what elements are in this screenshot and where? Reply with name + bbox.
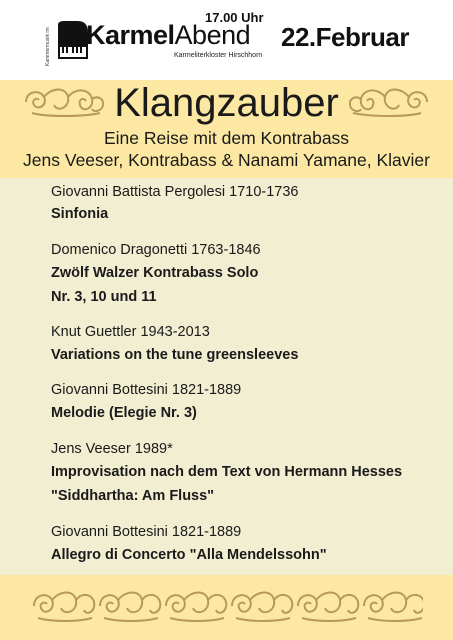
- grand-piano-icon: [56, 19, 90, 63]
- composer-6: Giovanni Bottesini 1821-1889: [51, 524, 242, 540]
- work-2-line-1: Zwölf Walzer Kontrabass Solo: [51, 265, 259, 281]
- event-date: 22.Februar: [281, 22, 409, 52]
- program-panel: [0, 178, 453, 575]
- concert-title: Klangzauber: [114, 81, 339, 125]
- work-5-line-2: "Siddhartha: Am Fluss": [51, 488, 215, 504]
- footer-ornament-icon: [30, 588, 423, 624]
- subtitle-line-2: Jens Veeser, Kontrabass & Nanami Yamane, Klavier: [23, 150, 430, 170]
- subtitle-line-1: Eine Reise mit dem Kontrabass: [103, 128, 350, 148]
- composer-1: Giovanni Battista Pergolesi 1710-1736: [51, 184, 299, 200]
- composer-4: Giovanni Bottesini 1821-1889: [51, 382, 242, 398]
- vertical-caption: Kammermusik im: [45, 27, 51, 66]
- work-4-line-1: Melodie (Elegie Nr. 3): [51, 405, 197, 421]
- composer-5: Jens Veeser 1989*: [51, 441, 173, 457]
- work-3-line-1: Variations on the tune greensleeves: [51, 347, 299, 363]
- header: [0, 0, 453, 80]
- composer-3: Knut Guettler 1943-2013: [51, 324, 210, 340]
- work-2-line-2: Nr. 3, 10 und 11: [51, 289, 157, 305]
- brand-karmel: Karmel: [86, 20, 175, 50]
- work-1-line-1: Sinfonia: [51, 206, 109, 222]
- brand-subline: Karmeliterkloster Hirschhorn: [174, 52, 263, 59]
- composer-2: Domenico Dragonetti 1763-1846: [51, 242, 261, 258]
- work-6-line-1: Allegro di Concerto "Alla Mendelssohn": [51, 547, 327, 563]
- work-5-line-1: Improvisation nach dem Text von Hermann Hesses: [51, 464, 403, 480]
- brand-abend: Abend: [174, 20, 251, 50]
- event-time: 17.00 Uhr: [205, 10, 264, 25]
